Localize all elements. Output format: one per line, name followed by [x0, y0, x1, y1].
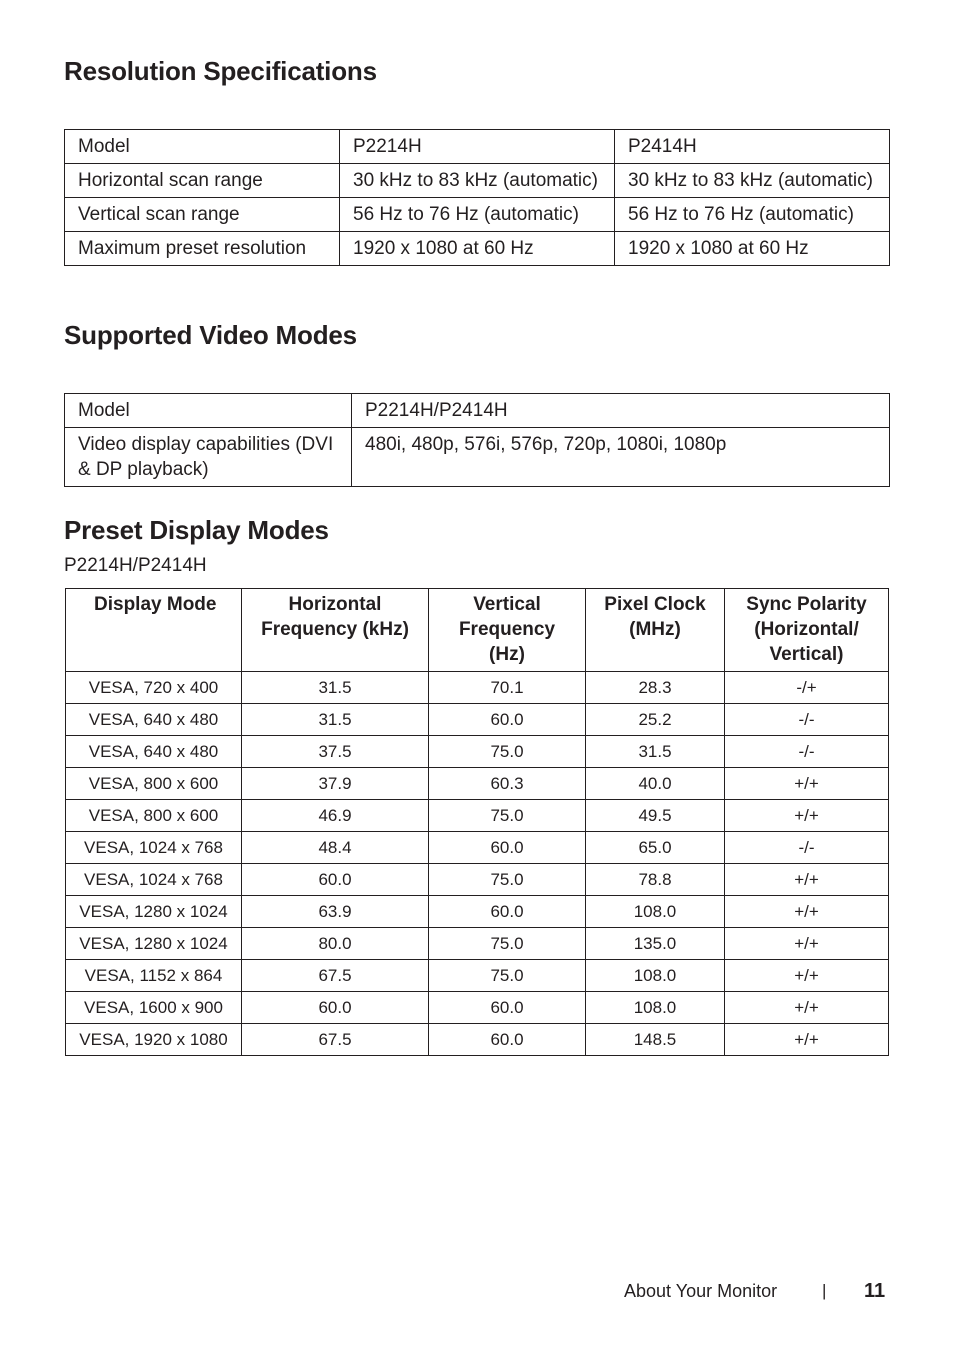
page-number: 11	[864, 1280, 886, 1302]
table-cell: 40.0	[586, 768, 725, 800]
table-cell: 30 kHz to 83 kHz (automatic)	[615, 164, 890, 198]
table-cell: Horizontal scan range	[65, 164, 340, 198]
table-cell: 148.5	[586, 1024, 725, 1056]
table-cell: 31.5	[242, 704, 429, 736]
table-cell: VESA, 640 x 480	[66, 704, 242, 736]
preset-heading: Preset Display Modes	[64, 515, 329, 545]
table-cell: 56 Hz to 76 Hz (automatic)	[340, 198, 615, 232]
table-cell: 56 Hz to 76 Hz (automatic)	[615, 198, 890, 232]
table-cell: 60.0	[429, 1024, 586, 1056]
video-heading: Supported Video Modes	[64, 320, 357, 350]
column-header: Pixel Clock (MHz)	[586, 589, 725, 672]
table-cell: 1920 x 1080 at 60 Hz	[340, 232, 615, 266]
table-cell: Maximum preset resolution	[65, 232, 340, 266]
table-cell: 1920 x 1080 at 60 Hz	[615, 232, 890, 266]
table-cell: 31.5	[242, 672, 429, 704]
table-cell: -/+	[725, 672, 889, 704]
table-cell: 60.0	[429, 992, 586, 1024]
table-cell: 75.0	[429, 800, 586, 832]
table-row	[65, 232, 890, 266]
table-cell: 75.0	[429, 736, 586, 768]
table-cell: +/+	[725, 864, 889, 896]
table-cell: VESA, 1152 x 864	[66, 960, 242, 992]
table-cell: 48.4	[242, 832, 429, 864]
table-header-row	[66, 589, 889, 672]
table-cell: -/-	[725, 704, 889, 736]
table-cell: 25.2	[586, 704, 725, 736]
table-cell: Model	[65, 130, 340, 164]
table-cell: 46.9	[242, 800, 429, 832]
table-cell: VESA, 1280 x 1024	[66, 896, 242, 928]
table-row	[66, 672, 889, 704]
table-row	[66, 928, 889, 960]
table-row	[66, 992, 889, 1024]
table-cell: P2214H/P2414H	[352, 394, 890, 428]
table-cell: VESA, 1920 x 1080	[66, 1024, 242, 1056]
resolution-heading: Resolution Specifications	[64, 56, 377, 86]
table-cell: +/+	[725, 960, 889, 992]
table-cell: VESA, 720 x 400	[66, 672, 242, 704]
table-cell: 67.5	[242, 960, 429, 992]
table-cell: 75.0	[429, 960, 586, 992]
footer-separator: |	[822, 1281, 827, 1300]
table-cell: 108.0	[586, 992, 725, 1024]
table-row	[66, 1024, 889, 1056]
table-cell: VESA, 1280 x 1024	[66, 928, 242, 960]
table-cell: VESA, 800 x 600	[66, 768, 242, 800]
table-cell: 60.0	[242, 992, 429, 1024]
table-cell: 28.3	[586, 672, 725, 704]
table-cell: 31.5	[586, 736, 725, 768]
table-cell: 60.0	[429, 704, 586, 736]
table-cell: -/-	[725, 736, 889, 768]
table-cell: VESA, 1024 x 768	[66, 832, 242, 864]
table-cell: 65.0	[586, 832, 725, 864]
table-cell: VESA, 640 x 480	[66, 736, 242, 768]
table-cell: 108.0	[586, 960, 725, 992]
table-row	[66, 768, 889, 800]
table-cell: 63.9	[242, 896, 429, 928]
table-cell: 60.0	[242, 864, 429, 896]
table-cell: Video display capabilities (DVI & DP playback)	[65, 428, 352, 487]
table-row	[65, 394, 890, 428]
table-row	[66, 960, 889, 992]
table-cell: +/+	[725, 928, 889, 960]
table-cell: 37.9	[242, 768, 429, 800]
table-cell: 60.0	[429, 832, 586, 864]
table-cell: 30 kHz to 83 kHz (automatic)	[340, 164, 615, 198]
table-row	[65, 164, 890, 198]
table-cell: 80.0	[242, 928, 429, 960]
table-cell: 60.3	[429, 768, 586, 800]
table-cell: 49.5	[586, 800, 725, 832]
table-row	[66, 704, 889, 736]
table-cell: 480i, 480p, 576i, 576p, 720p, 1080i, 1080p	[352, 428, 890, 487]
table-cell: 67.5	[242, 1024, 429, 1056]
table-row	[66, 832, 889, 864]
column-header: Sync Polarity (Horizontal/ Vertical)	[725, 589, 889, 672]
table-cell: 60.0	[429, 896, 586, 928]
table-cell: 37.5	[242, 736, 429, 768]
table-cell: +/+	[725, 768, 889, 800]
resolution-table	[64, 129, 890, 266]
table-cell: 75.0	[429, 928, 586, 960]
table-cell: Model	[65, 394, 352, 428]
table-cell: -/-	[725, 832, 889, 864]
column-header: Horizontal Frequency (kHz)	[242, 589, 429, 672]
table-cell: +/+	[725, 1024, 889, 1056]
table-row	[65, 198, 890, 232]
table-cell: VESA, 800 x 600	[66, 800, 242, 832]
table-cell: 70.1	[429, 672, 586, 704]
table-cell: 108.0	[586, 896, 725, 928]
table-cell: Vertical scan range	[65, 198, 340, 232]
table-row	[65, 130, 890, 164]
table-row	[66, 736, 889, 768]
table-row	[66, 864, 889, 896]
table-cell: 78.8	[586, 864, 725, 896]
table-cell: 75.0	[429, 864, 586, 896]
preset-modes-table	[65, 588, 889, 1056]
column-header: Display Mode	[66, 589, 242, 672]
table-row	[66, 896, 889, 928]
table-cell: P2414H	[615, 130, 890, 164]
table-cell: P2214H	[340, 130, 615, 164]
footer-section-title: About Your Monitor	[624, 1281, 778, 1301]
column-header: Vertical Frequency (Hz)	[429, 589, 586, 672]
table-cell: +/+	[725, 992, 889, 1024]
table-cell: 135.0	[586, 928, 725, 960]
table-row	[65, 428, 890, 487]
preset-model-label: P2214H/P2414H	[64, 555, 207, 576]
table-cell: +/+	[725, 800, 889, 832]
table-row	[66, 800, 889, 832]
table-cell: +/+	[725, 896, 889, 928]
table-cell: VESA, 1024 x 768	[66, 864, 242, 896]
table-cell: VESA, 1600 x 900	[66, 992, 242, 1024]
video-modes-table	[64, 393, 890, 487]
